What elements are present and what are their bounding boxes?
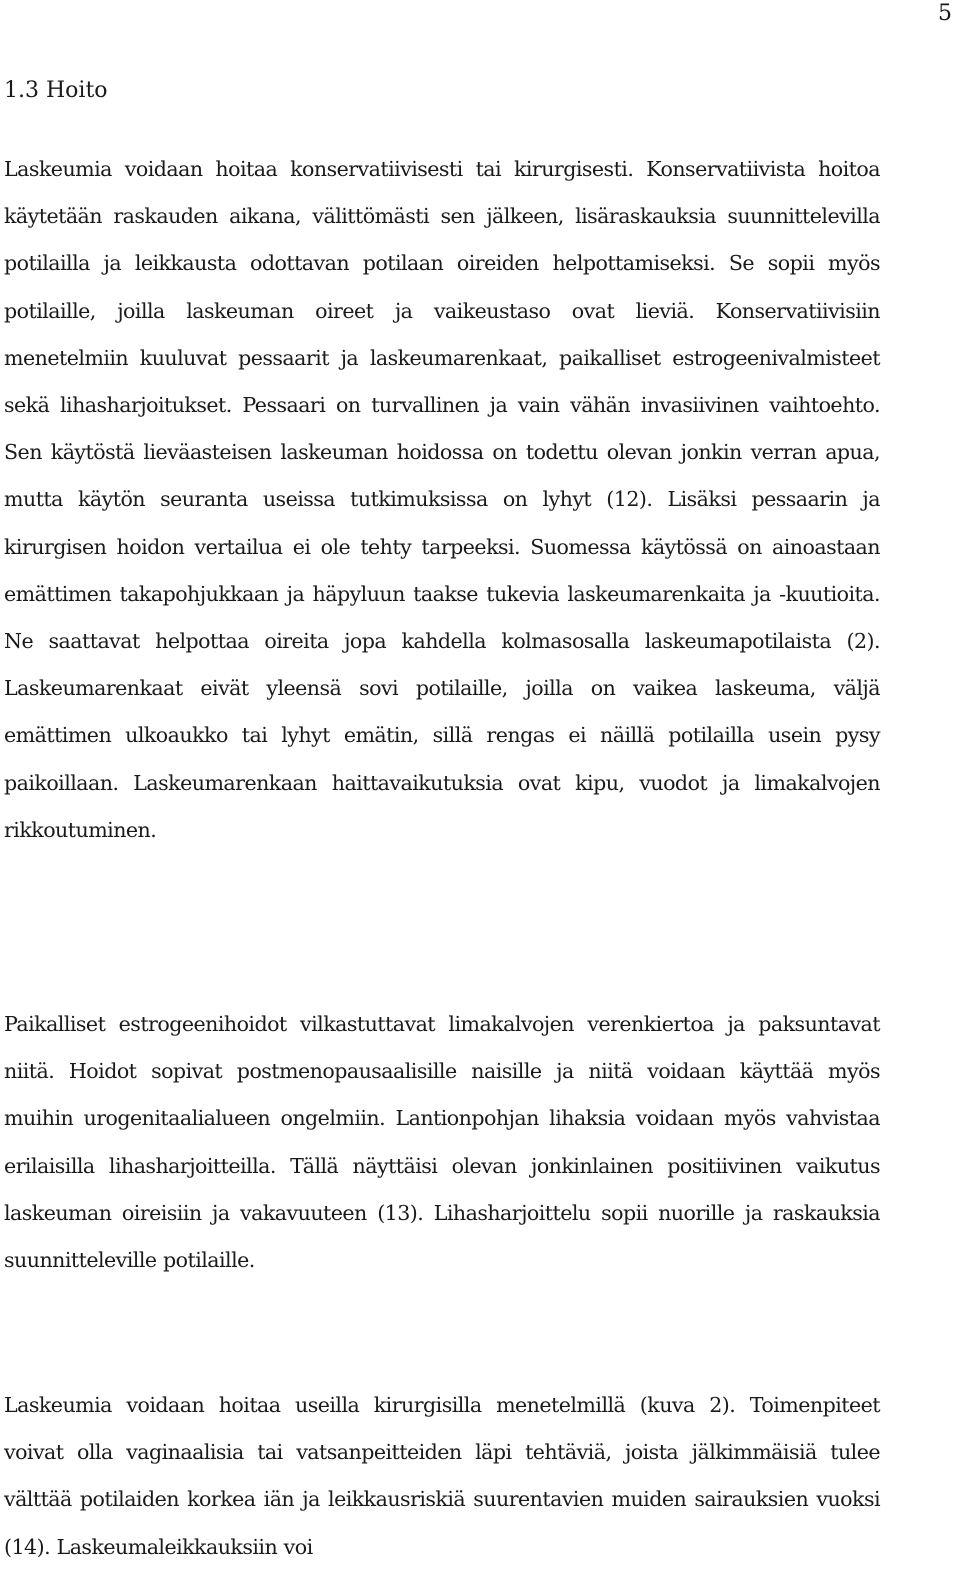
section-heading: 1.3 Hoito — [4, 78, 108, 103]
paragraph-conservative-treatment: Laskeumia voidaan hoitaa konservatiivisesti tai kirurgisesti. Konservatiivista hoitoa käytetään raskauden aikana, välittömästi sen jälkeen, lisäraskauksia suunnittelevilla potilailla ja leikkausta odottavan potilaan oireiden helpottamiseksi. Se sopii myös potilaille, joilla laskeuman oireet ja vaikeustaso ovat lieviä. Konservatiivisiin menetelmiin kuuluvat pessaarit ja laskeumarenkaat, paikalliset estrogeenivalmisteet sekä lihasharjoitukset. Pessaari on turvallinen ja vain vähän invasiivinen vaihtoehto. Sen käytöstä lieväasteisen laskeuman hoidossa on todettu olevan jonkin verran apua, mutta käytön seuranta useissa tutkimuksissa on lyhyt (12). Lisäksi pessaarin ja kirurgisen hoidon vertailua ei ole tehty tarpeeksi. Suomessa käytössä on ainoastaan emättimen takapohjukkaan ja häpyluun taakse tukevia laskeumarenkaita ja -kuutioita. Ne saattavat helpottaa oireita jopa kahdella kolmasosalla laskeumapotilaista (2). Laskeumarenkaat eivät yleensä sovi potilaille, joilla on vaikea laskeuma, väljä emättimen ulkoaukko tai lyhyt emätin, sillä rengas ei näillä potilailla usein pysy paikoillaan. Laskeumarenkaan haittavaikutuksia ovat kipu, vuodot ja limakalvojen rikkoutuminen. — [4, 157, 880, 842]
page-number: 5 — [938, 1, 952, 26]
paragraph-surgical-treatment: Laskeumia voidaan hoitaa useilla kirurgisilla menetelmillä (kuva 2). Toimenpiteet voivat olla vaginaalisia tai vatsanpeitteiden läpi tehtäviä, joista jälkimmäisiä tulee välttää potilaiden korkea iän ja leikkausriskiä suurentavien muiden sairauksien vuoksi (14). Laskeumaleikkauksiin voi — [4, 1393, 880, 1559]
paragraph-estrogen-and-exercise: Paikalliset estrogeenihoidot vilkastuttavat limakalvojen verenkiertoa ja paksuntavat niitä. Hoidot sopivat postmenopausaalisille naisille ja niitä voidaan käyttää myös muihin urogenitaalialueen ongelmiin. Lantionpohjan lihaksia voidaan myös vahvistaa erilaisilla lihasharjoitteilla. Tällä näyttäisi olevan jonkinlainen positiivinen vaikutus laskeuman oireisiin ja vakavuuteen (13). Lihasharjoittelu sopii nuorille ja raskauksia suunnitteleville potilaille. — [4, 1012, 880, 1273]
